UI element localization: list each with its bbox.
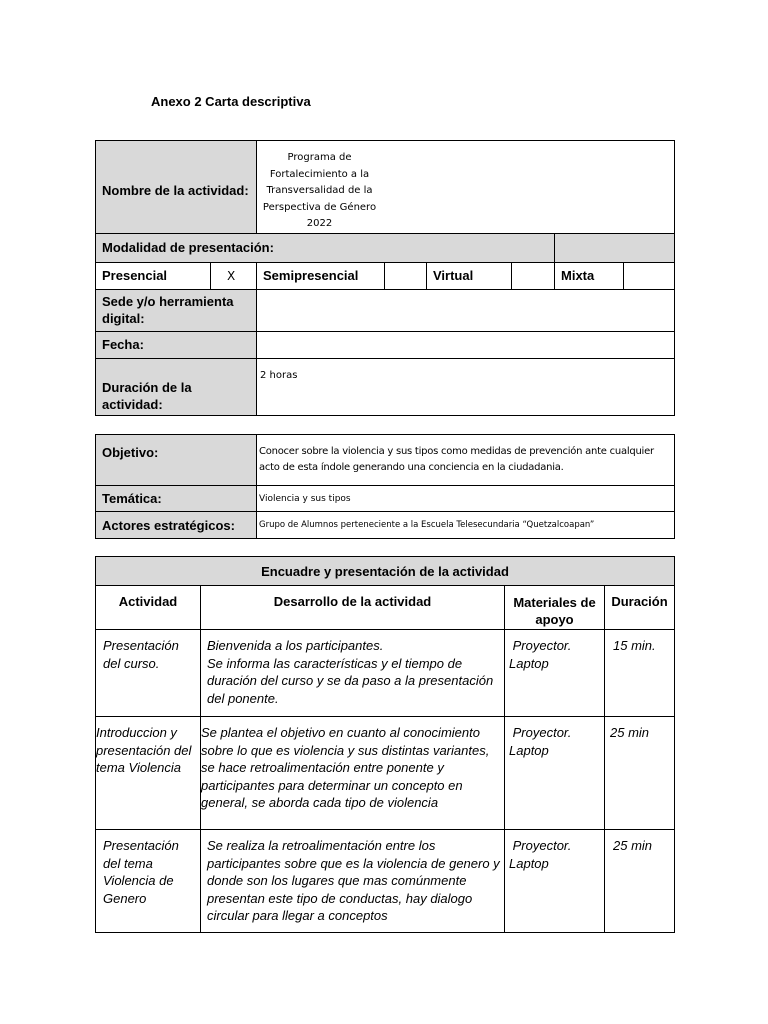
table-row-1-duracion — [605, 630, 675, 717]
encuadre-title-cell — [96, 557, 675, 586]
header-materiales-cell — [505, 586, 605, 630]
duracion-value: 2 horas — [260, 369, 298, 381]
table-row-2-materiales — [505, 717, 605, 830]
duracion-value-cell — [257, 358, 675, 415]
row-2-duracion: 25 min — [610, 725, 650, 740]
table-row-2-actividad — [96, 717, 201, 830]
row-1-materiales: Proyector. Laptop — [509, 638, 572, 671]
row-2-desarrollo: Se plantea el objetivo en cuanto al conocimiento sobre lo que es violencia y sus distintas variantes, se hace retroalimentación entre ponente y participantes para determinar un concepto en general, se aborda cada tipo de violencia — [201, 725, 490, 810]
header-desarrollo-cell — [201, 586, 505, 630]
mixta-mark-cell — [624, 262, 675, 289]
objetivo-value-cell — [257, 435, 675, 486]
objective-table — [95, 434, 675, 539]
row-3-duracion: 25 min — [613, 838, 653, 853]
nombre-value: Programa de Fortalecimiento a la Transversalidad de la Perspectiva de Género 2022 — [262, 152, 377, 229]
table-row-2-desarrollo — [201, 717, 505, 830]
semipresencial-mark-cell — [385, 262, 427, 289]
actores-label: Actores estratégicos: — [102, 517, 235, 533]
header-duracion-cell — [605, 586, 675, 630]
row-2-actividad: Introduccion y presentación del tema Violencia — [96, 725, 192, 775]
mixta-label-cell — [555, 262, 624, 289]
nombre-value-cell — [257, 141, 675, 234]
presencial-mark-cell — [211, 262, 257, 289]
tematica-label-cell — [96, 486, 257, 512]
modalidad-label-cell — [96, 233, 555, 262]
document-heading: Anexo 2 Carta descriptiva — [151, 94, 311, 109]
duracion-label: Duración de la actividad: — [102, 379, 192, 412]
fecha-label-cell — [96, 331, 257, 358]
table-row-1-desarrollo — [201, 630, 505, 717]
table-row-3-materiales — [505, 830, 605, 933]
table-row-3-desarrollo — [201, 830, 505, 933]
sede-label-cell — [96, 289, 257, 331]
fecha-label: Fecha: — [102, 337, 144, 352]
presencial-label: Presencial — [102, 268, 168, 283]
nombre-label: Nombre de la actividad: — [102, 183, 249, 199]
row-3-materiales: Proyector. Laptop — [509, 838, 572, 871]
encuadre-title: Encuadre y presentación de la actividad — [261, 563, 509, 579]
presencial-mark: X — [227, 268, 236, 283]
row-1-actividad: Presentación del curso. — [103, 638, 179, 671]
tematica-value-cell — [257, 486, 675, 512]
header-actividad-cell — [96, 586, 201, 630]
semipresencial-label: Semipresencial — [263, 268, 359, 283]
sede-label: Sede y/o herramienta digital: — [102, 294, 234, 326]
table-row-2-duracion — [605, 717, 675, 830]
mixta-label: Mixta — [561, 268, 595, 283]
table-row-1-materiales — [505, 630, 605, 717]
table-row-1-actividad — [96, 630, 201, 717]
semipresencial-label-cell — [257, 262, 385, 289]
actores-value-cell — [257, 512, 675, 539]
modalidad-label: Modalidad de presentación: — [102, 240, 274, 255]
actores-label-cell — [96, 512, 257, 539]
virtual-label-cell — [427, 262, 512, 289]
objetivo-label: Objetivo: — [102, 445, 159, 460]
header-actividad: Actividad — [118, 594, 178, 609]
row-3-desarrollo: Se realiza la retroalimentación entre los participantes sobre que es la violencia de genero y donde son los lugares que mas comúnmente presentan este tipo de conductas, hay dialogo circular para llegar a conceptos — [207, 838, 500, 923]
tematica-value: Violencia y sus tipos — [259, 493, 351, 504]
tematica-label: Temática: — [102, 491, 162, 506]
nombre-label-cell — [96, 141, 257, 234]
header-desarrollo: Desarrollo de la actividad — [273, 594, 432, 609]
fecha-value-cell — [257, 331, 675, 358]
virtual-label: Virtual — [433, 268, 474, 283]
table-row-3-actividad — [96, 830, 201, 933]
header-materiales: Materiales de apoyo — [513, 595, 596, 627]
header-duracion: Duración — [611, 594, 668, 609]
table-row-3-duracion — [605, 830, 675, 933]
presencial-label-cell — [96, 262, 211, 289]
row-3-actividad: Presentación del tema Violencia de Genero — [103, 838, 179, 906]
duracion-label-cell — [96, 358, 257, 415]
modalidad-empty-cell — [555, 233, 675, 262]
row-1-duracion: 15 min. — [613, 638, 656, 653]
actores-value: Grupo de Alumnos perteneciente a la Escuela Telesecundaria “Quetzalcoapan” — [259, 520, 595, 530]
activity-info-table — [95, 140, 675, 416]
virtual-mark-cell — [512, 262, 555, 289]
sede-value-cell — [257, 289, 675, 331]
row-2-materiales: Proyector. Laptop — [509, 725, 572, 758]
objetivo-label-cell — [96, 435, 257, 486]
encuadre-table — [95, 556, 675, 933]
objetivo-value: Conocer sobre la violencia y sus tipos como medidas de prevención ante cualquier acto de esta índole generando una conciencia en la ciudadania. — [259, 446, 654, 473]
row-1-desarrollo: Bienvenida a los participantes. Se informa las características y el tiempo de duración del curso y se da paso a la presentación del ponente. — [207, 638, 494, 706]
